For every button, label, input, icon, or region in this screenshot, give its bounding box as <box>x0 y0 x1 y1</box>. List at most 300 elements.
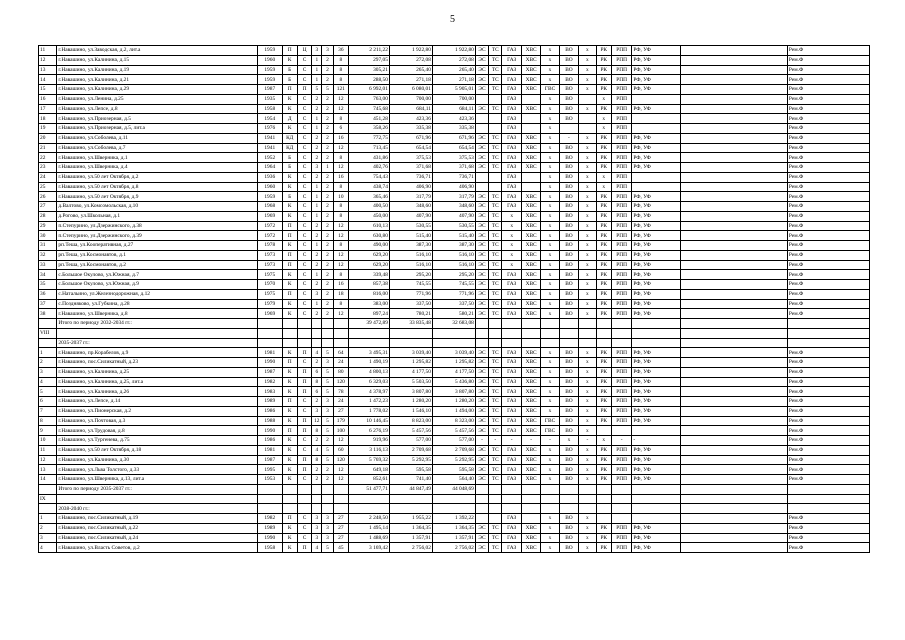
living-area-cell: 516,10 <box>389 250 432 260</box>
service-cell: РПП <box>611 455 631 465</box>
row-number: 10 <box>39 436 57 446</box>
apartments-cell: 121 <box>333 85 348 95</box>
service-cell: РФ, УФ <box>632 163 681 173</box>
table-row <box>39 55 870 65</box>
service-cell <box>521 124 540 134</box>
residential-area-cell: 1 357,91 <box>432 533 475 543</box>
row-number: 7 <box>39 406 57 416</box>
floors-cell: 5 <box>322 387 333 397</box>
residential-area-cell: 530,55 <box>432 221 475 231</box>
service-cell: ГАЗ <box>502 289 521 299</box>
row-number: 5 <box>39 387 57 397</box>
total-area-cell: 6 329,03 <box>349 377 390 387</box>
total-label: Итого по периоду 2032-2034 гг.: <box>57 319 258 329</box>
empty-cell <box>297 328 311 338</box>
service-cell: х <box>579 172 596 182</box>
service-cell: х <box>541 280 559 290</box>
service-cell: ЭС <box>475 367 488 377</box>
service-cell: ЭС <box>475 55 488 65</box>
service-cell: ГАЗ <box>502 114 521 124</box>
service-cell: ХВС <box>521 299 540 309</box>
empty-cell <box>489 328 502 338</box>
service-cell: ХВС <box>521 406 540 416</box>
service-cell: ХВС <box>521 348 540 358</box>
empty-cell <box>475 338 488 348</box>
period-heading-row <box>39 504 870 514</box>
year-cell: 1960 <box>257 182 282 192</box>
row-number: 4 <box>39 377 57 387</box>
year-cell: 1989 <box>257 397 282 407</box>
service-cell: ЭС <box>475 445 488 455</box>
service-cell: ХВС <box>521 211 540 221</box>
apartments-cell: 8 <box>333 55 348 65</box>
row-number: 11 <box>39 46 57 56</box>
service-cell: ТС <box>489 387 502 397</box>
service-cell: х <box>579 104 596 114</box>
residential-area-cell: 2 709,68 <box>432 445 475 455</box>
service-cell: РК <box>596 46 611 56</box>
wall-material-cell: КД <box>282 143 297 153</box>
empty-cell <box>632 484 681 494</box>
residential-area-cell: 375,53 <box>432 153 475 163</box>
service-cell: х <box>541 309 559 319</box>
table-row <box>39 104 870 114</box>
apartments-cell: 120 <box>333 377 348 387</box>
row-number: 1 <box>39 514 57 524</box>
period-label: 2035-2037 гг.: <box>57 338 258 348</box>
service-cell: ЭС <box>475 85 488 95</box>
entrances-cell: 2 <box>312 94 322 104</box>
table-row <box>39 241 870 251</box>
service-cell: ТС <box>489 416 502 426</box>
service-cell: РПП <box>611 260 631 270</box>
floors-cell: 2 <box>322 114 333 124</box>
entrances-cell: 2 <box>312 475 322 485</box>
fund-cell: Рем.Ф <box>787 455 869 465</box>
service-cell: ХВС <box>521 85 540 95</box>
service-cell: РПП <box>611 250 631 260</box>
service-cell: ГАЗ <box>502 367 521 377</box>
empty-cell <box>333 504 348 514</box>
empty-cell <box>349 504 390 514</box>
empty-cell <box>681 533 787 543</box>
row-number: 25 <box>39 182 57 192</box>
service-cell: ВО <box>559 221 578 231</box>
empty-cell <box>489 319 502 329</box>
address-cell: г.Навашино, ул.Калинина, д.19 <box>57 65 258 75</box>
empty-cell <box>579 504 596 514</box>
service-cell: ТС <box>489 270 502 280</box>
empty-cell <box>39 484 57 494</box>
row-number: 3 <box>39 367 57 377</box>
empty-cell <box>681 348 787 358</box>
service-cell: х <box>579 163 596 173</box>
address-cell: рп.Теша, ул.Кооперативная, д.27 <box>57 241 258 251</box>
living-area-cell: 771,96 <box>389 289 432 299</box>
service-cell: х <box>541 192 559 202</box>
service-cell: ЭС <box>475 299 488 309</box>
service-cell: ХВС <box>521 221 540 231</box>
table-row <box>39 358 870 368</box>
address-cell: г.Навашино, ул.Приозерная, д.5 <box>57 114 258 124</box>
empty-cell <box>681 143 787 153</box>
service-cell: ХВС <box>521 55 540 65</box>
table-row <box>39 46 870 56</box>
apartments-cell: 8 <box>333 270 348 280</box>
total-area-cell: 2 211,22 <box>349 46 390 56</box>
empty-cell <box>349 494 390 504</box>
year-cell: 1981 <box>257 348 282 358</box>
address-cell: г.Навашино, ул.Калинина, д.21 <box>57 75 258 85</box>
empty-cell <box>257 338 282 348</box>
floors-cell: 2 <box>322 124 333 134</box>
entrances-cell: 4 <box>312 543 322 553</box>
row-number: 30 <box>39 231 57 241</box>
empty-cell <box>681 436 787 446</box>
fund-cell: Рем.Ф <box>787 309 869 319</box>
year-cell: 1995 <box>257 465 282 475</box>
service-cell: РК <box>596 55 611 65</box>
empty-cell <box>681 338 787 348</box>
total-area-cell: 610,13 <box>349 221 390 231</box>
service-cell: ГАЗ <box>502 533 521 543</box>
service-cell: х <box>579 358 596 368</box>
service-cell: РФ, УФ <box>632 75 681 85</box>
empty-cell <box>681 153 787 163</box>
apartments-cell: 16 <box>333 172 348 182</box>
table-row <box>39 416 870 426</box>
service-cell: ВО <box>559 543 578 553</box>
service-cell: ЭС <box>475 221 488 231</box>
row-number: 1 <box>39 348 57 358</box>
address-cell: г.Навашино, ул.Калинина, д.25 <box>57 367 258 377</box>
empty-cell <box>681 94 787 104</box>
roof-type-cell: С <box>297 231 311 241</box>
entrances-cell: 1 <box>312 270 322 280</box>
empty-cell <box>681 202 787 212</box>
floors-cell: 2 <box>322 465 333 475</box>
empty-cell <box>475 319 488 329</box>
entrances-cell: 2 <box>312 143 322 153</box>
empty-cell <box>322 484 333 494</box>
empty-cell <box>681 289 787 299</box>
service-cell: РК <box>596 523 611 533</box>
empty-cell <box>282 319 297 329</box>
service-cell: ВО <box>559 85 578 95</box>
year-cell: 1976 <box>257 124 282 134</box>
address-cell: с.Натальино, ул.Железнодорожная, д.12 <box>57 289 258 299</box>
floors-cell: 2 <box>322 202 333 212</box>
service-cell: РПП <box>611 85 631 95</box>
address-cell: с.Большое Окулово, ул.Южная, д.7 <box>57 270 258 280</box>
row-number: 26 <box>39 192 57 202</box>
section-number: VIII <box>39 328 57 338</box>
total-area-cell: 897,24 <box>349 309 390 319</box>
apartments-cell: 24 <box>333 358 348 368</box>
empty-cell <box>579 484 596 494</box>
wall-material-cell: К <box>282 104 297 114</box>
entrances-cell: 1 <box>312 75 322 85</box>
total-area-cell: 400,50 <box>349 202 390 212</box>
service-cell <box>489 124 502 134</box>
roof-type-cell: С <box>297 114 311 124</box>
empty-cell <box>257 319 282 329</box>
wall-material-cell: К <box>282 387 297 397</box>
service-cell: х <box>579 241 596 251</box>
roof-type-cell: П <box>297 543 311 553</box>
floors-cell: 2 <box>322 172 333 182</box>
service-cell: РК <box>596 280 611 290</box>
service-cell: РФ, УФ <box>632 104 681 114</box>
empty-cell <box>681 231 787 241</box>
service-cell: ВО <box>559 475 578 485</box>
service-cell <box>521 114 540 124</box>
service-cell: ТС <box>489 143 502 153</box>
residential-area-cell: 272,08 <box>432 55 475 65</box>
year-cell: 1982 <box>257 514 282 524</box>
total-area-cell: 431,86 <box>349 153 390 163</box>
roof-type-cell: С <box>297 523 311 533</box>
total-area-cell: 1 778,02 <box>349 406 390 416</box>
address-cell: рп.Теша, ул.Космонавтов, д.1 <box>57 250 258 260</box>
row-number: 12 <box>39 455 57 465</box>
roof-type-cell: С <box>297 221 311 231</box>
total-area-cell: 438,74 <box>349 182 390 192</box>
service-cell: РФ, УФ <box>632 280 681 290</box>
service-cell: ХВС <box>521 533 540 543</box>
residential-area-cell: 1 280,20 <box>432 397 475 407</box>
service-cell: ВО <box>559 172 578 182</box>
service-cell: х <box>541 260 559 270</box>
service-cell: РФ, УФ <box>632 348 681 358</box>
apartments-cell: 12 <box>333 475 348 485</box>
service-cell: ТС <box>489 202 502 212</box>
floors-cell: 5 <box>322 426 333 436</box>
empty-cell <box>681 104 787 114</box>
entrances-cell: 2 <box>312 221 322 231</box>
service-cell: РФ, УФ <box>632 260 681 270</box>
service-cell: х <box>579 270 596 280</box>
total-area-cell: 4 378,97 <box>349 387 390 397</box>
table-row <box>39 114 870 124</box>
service-cell: х <box>579 65 596 75</box>
service-cell: ХВС <box>521 367 540 377</box>
table-row <box>39 455 870 465</box>
service-cell: ГАЗ <box>502 387 521 397</box>
floors-cell: 5 <box>322 377 333 387</box>
service-cell: ХВС <box>521 523 540 533</box>
total-area-cell: 6 276,19 <box>349 426 390 436</box>
apartments-cell: 12 <box>333 436 348 446</box>
year-cell: 1990 <box>257 426 282 436</box>
empty-cell <box>282 338 297 348</box>
service-cell: РК <box>596 104 611 114</box>
empty-cell <box>521 494 540 504</box>
table-row <box>39 65 870 75</box>
empty-cell <box>389 494 432 504</box>
residential-area-cell: 1 364,35 <box>432 523 475 533</box>
floors-cell: 2 <box>322 436 333 446</box>
service-cell: х <box>541 221 559 231</box>
service-cell: ВО <box>559 406 578 416</box>
living-area-cell: 407,90 <box>389 211 432 221</box>
year-cell: 1969 <box>257 309 282 319</box>
service-cell: х <box>541 182 559 192</box>
service-cell: ГАЗ <box>502 397 521 407</box>
service-cell: ГАЗ <box>502 65 521 75</box>
service-cell: х <box>579 406 596 416</box>
apartments-cell: 60 <box>333 445 348 455</box>
fund-cell: Рем.Ф <box>787 55 869 65</box>
wall-material-cell: К <box>282 270 297 280</box>
address-cell: г.Навашино, ул.Калинина, д.25, лит.а <box>57 377 258 387</box>
floors-cell: 2 <box>322 211 333 221</box>
table-row <box>39 280 870 290</box>
empty-cell <box>681 85 787 95</box>
entrances-cell: 3 <box>312 533 322 543</box>
service-cell: ВО <box>559 192 578 202</box>
service-cell: х <box>541 65 559 75</box>
service-cell: РФ, УФ <box>632 465 681 475</box>
service-cell: х <box>541 241 559 251</box>
service-cell: ГАЗ <box>502 377 521 387</box>
empty-cell <box>349 338 390 348</box>
entrances-cell: 8 <box>312 426 322 436</box>
address-cell: г.Навашино, пос.Силикатный, д.22 <box>57 523 258 533</box>
service-cell: РПП <box>611 172 631 182</box>
service-cell: РФ, УФ <box>632 231 681 241</box>
fund-cell: Рем.Ф <box>787 270 869 280</box>
fund-cell: Рем.Ф <box>787 523 869 533</box>
living-area-cell: 2 709,68 <box>389 445 432 455</box>
service-cell: ЭС <box>475 250 488 260</box>
row-number: 3 <box>39 533 57 543</box>
service-cell: ГАЗ <box>502 280 521 290</box>
living-area-cell: 5 457,56 <box>389 426 432 436</box>
residential-area-cell: 4 177,50 <box>432 367 475 377</box>
service-cell <box>632 124 681 134</box>
year-cell: 1986 <box>257 436 282 446</box>
living-area-cell: 745,55 <box>389 280 432 290</box>
service-cell: ТС <box>489 397 502 407</box>
total-area-cell: 2 248,50 <box>349 514 390 524</box>
roof-type-cell: С <box>297 104 311 114</box>
entrances-cell: 2 <box>312 397 322 407</box>
service-cell: РПП <box>611 397 631 407</box>
year-cell: 1983 <box>257 387 282 397</box>
service-cell: ВО <box>559 104 578 114</box>
fund-cell: Рем.Ф <box>787 153 869 163</box>
row-number: 24 <box>39 172 57 182</box>
total-area-cell: 1 490,19 <box>349 358 390 368</box>
service-cell: х <box>579 445 596 455</box>
service-cell: х <box>541 358 559 368</box>
residential-area-cell: 595,58 <box>432 465 475 475</box>
empty-cell <box>611 484 631 494</box>
year-cell: 1982 <box>257 377 282 387</box>
address-cell: г.Навашино, ул.50 лет Октября, д.8 <box>57 182 258 192</box>
service-cell: ВО <box>559 358 578 368</box>
service-cell: х <box>541 299 559 309</box>
table-row <box>39 299 870 309</box>
residential-area-cell: 2 756,02 <box>432 543 475 553</box>
service-cell <box>475 514 488 524</box>
residential-area-cell: 736,71 <box>432 172 475 182</box>
address-cell: с.Поздняково, ул.Губкина, д.28 <box>57 299 258 309</box>
service-cell: х <box>579 465 596 475</box>
roof-type-cell: С <box>297 133 311 143</box>
service-cell: РПП <box>611 211 631 221</box>
service-cell: ТС <box>489 289 502 299</box>
empty-cell <box>611 504 631 514</box>
total-area-cell: 772,75 <box>349 133 390 143</box>
wall-material-cell: П <box>282 46 297 56</box>
empty-cell <box>681 65 787 75</box>
wall-material-cell: П <box>282 397 297 407</box>
empty-cell <box>681 455 787 465</box>
roof-type-cell: С <box>297 289 311 299</box>
service-cell: РК <box>596 231 611 241</box>
service-cell: х <box>541 250 559 260</box>
residential-area-cell: 348,60 <box>432 202 475 212</box>
empty-cell <box>681 445 787 455</box>
empty-cell <box>681 192 787 202</box>
empty-cell <box>312 484 322 494</box>
empty-cell <box>681 416 787 426</box>
service-cell: ХВС <box>521 65 540 75</box>
service-cell <box>475 114 488 124</box>
empty-cell <box>681 367 787 377</box>
year-cell: 1987 <box>257 367 282 377</box>
empty-cell <box>611 338 631 348</box>
service-cell: ЭС <box>475 475 488 485</box>
year-cell: 1973 <box>257 250 282 260</box>
empty-cell <box>681 543 787 553</box>
roof-type-cell: П <box>297 85 311 95</box>
floors-cell: 2 <box>322 182 333 192</box>
address-cell: г.Навашино, ул.Калинина, д.26 <box>57 387 258 397</box>
service-cell: х <box>502 211 521 221</box>
year-cell: 1936 <box>257 172 282 182</box>
service-cell: ГАЗ <box>502 172 521 182</box>
service-cell: ВО <box>559 202 578 212</box>
service-cell: х <box>541 124 559 134</box>
row-number: 33 <box>39 260 57 270</box>
service-cell: ВО <box>559 299 578 309</box>
total-area-cell: 852,61 <box>349 475 390 485</box>
wall-material-cell: Б <box>282 153 297 163</box>
service-cell: х <box>579 455 596 465</box>
service-cell: РПП <box>611 299 631 309</box>
service-cell: ЭС <box>475 46 488 56</box>
service-cell: РПП <box>611 416 631 426</box>
service-cell: РК <box>596 85 611 95</box>
apartments-cell: 12 <box>333 231 348 241</box>
floors-cell: 2 <box>322 133 333 143</box>
residential-area-cell: 406,90 <box>432 182 475 192</box>
service-cell: ХВС <box>521 426 540 436</box>
service-cell: ГАЗ <box>502 94 521 104</box>
service-cell: ГАЗ <box>502 475 521 485</box>
residential-area-cell: 1 295,82 <box>432 358 475 368</box>
table-row <box>39 270 870 280</box>
entrances-cell: 1 <box>312 241 322 251</box>
service-cell: ЭС <box>475 309 488 319</box>
service-cell <box>489 172 502 182</box>
year-cell: 1986 <box>257 406 282 416</box>
empty-cell <box>681 377 787 387</box>
fund-cell: Рем.Ф <box>787 85 869 95</box>
